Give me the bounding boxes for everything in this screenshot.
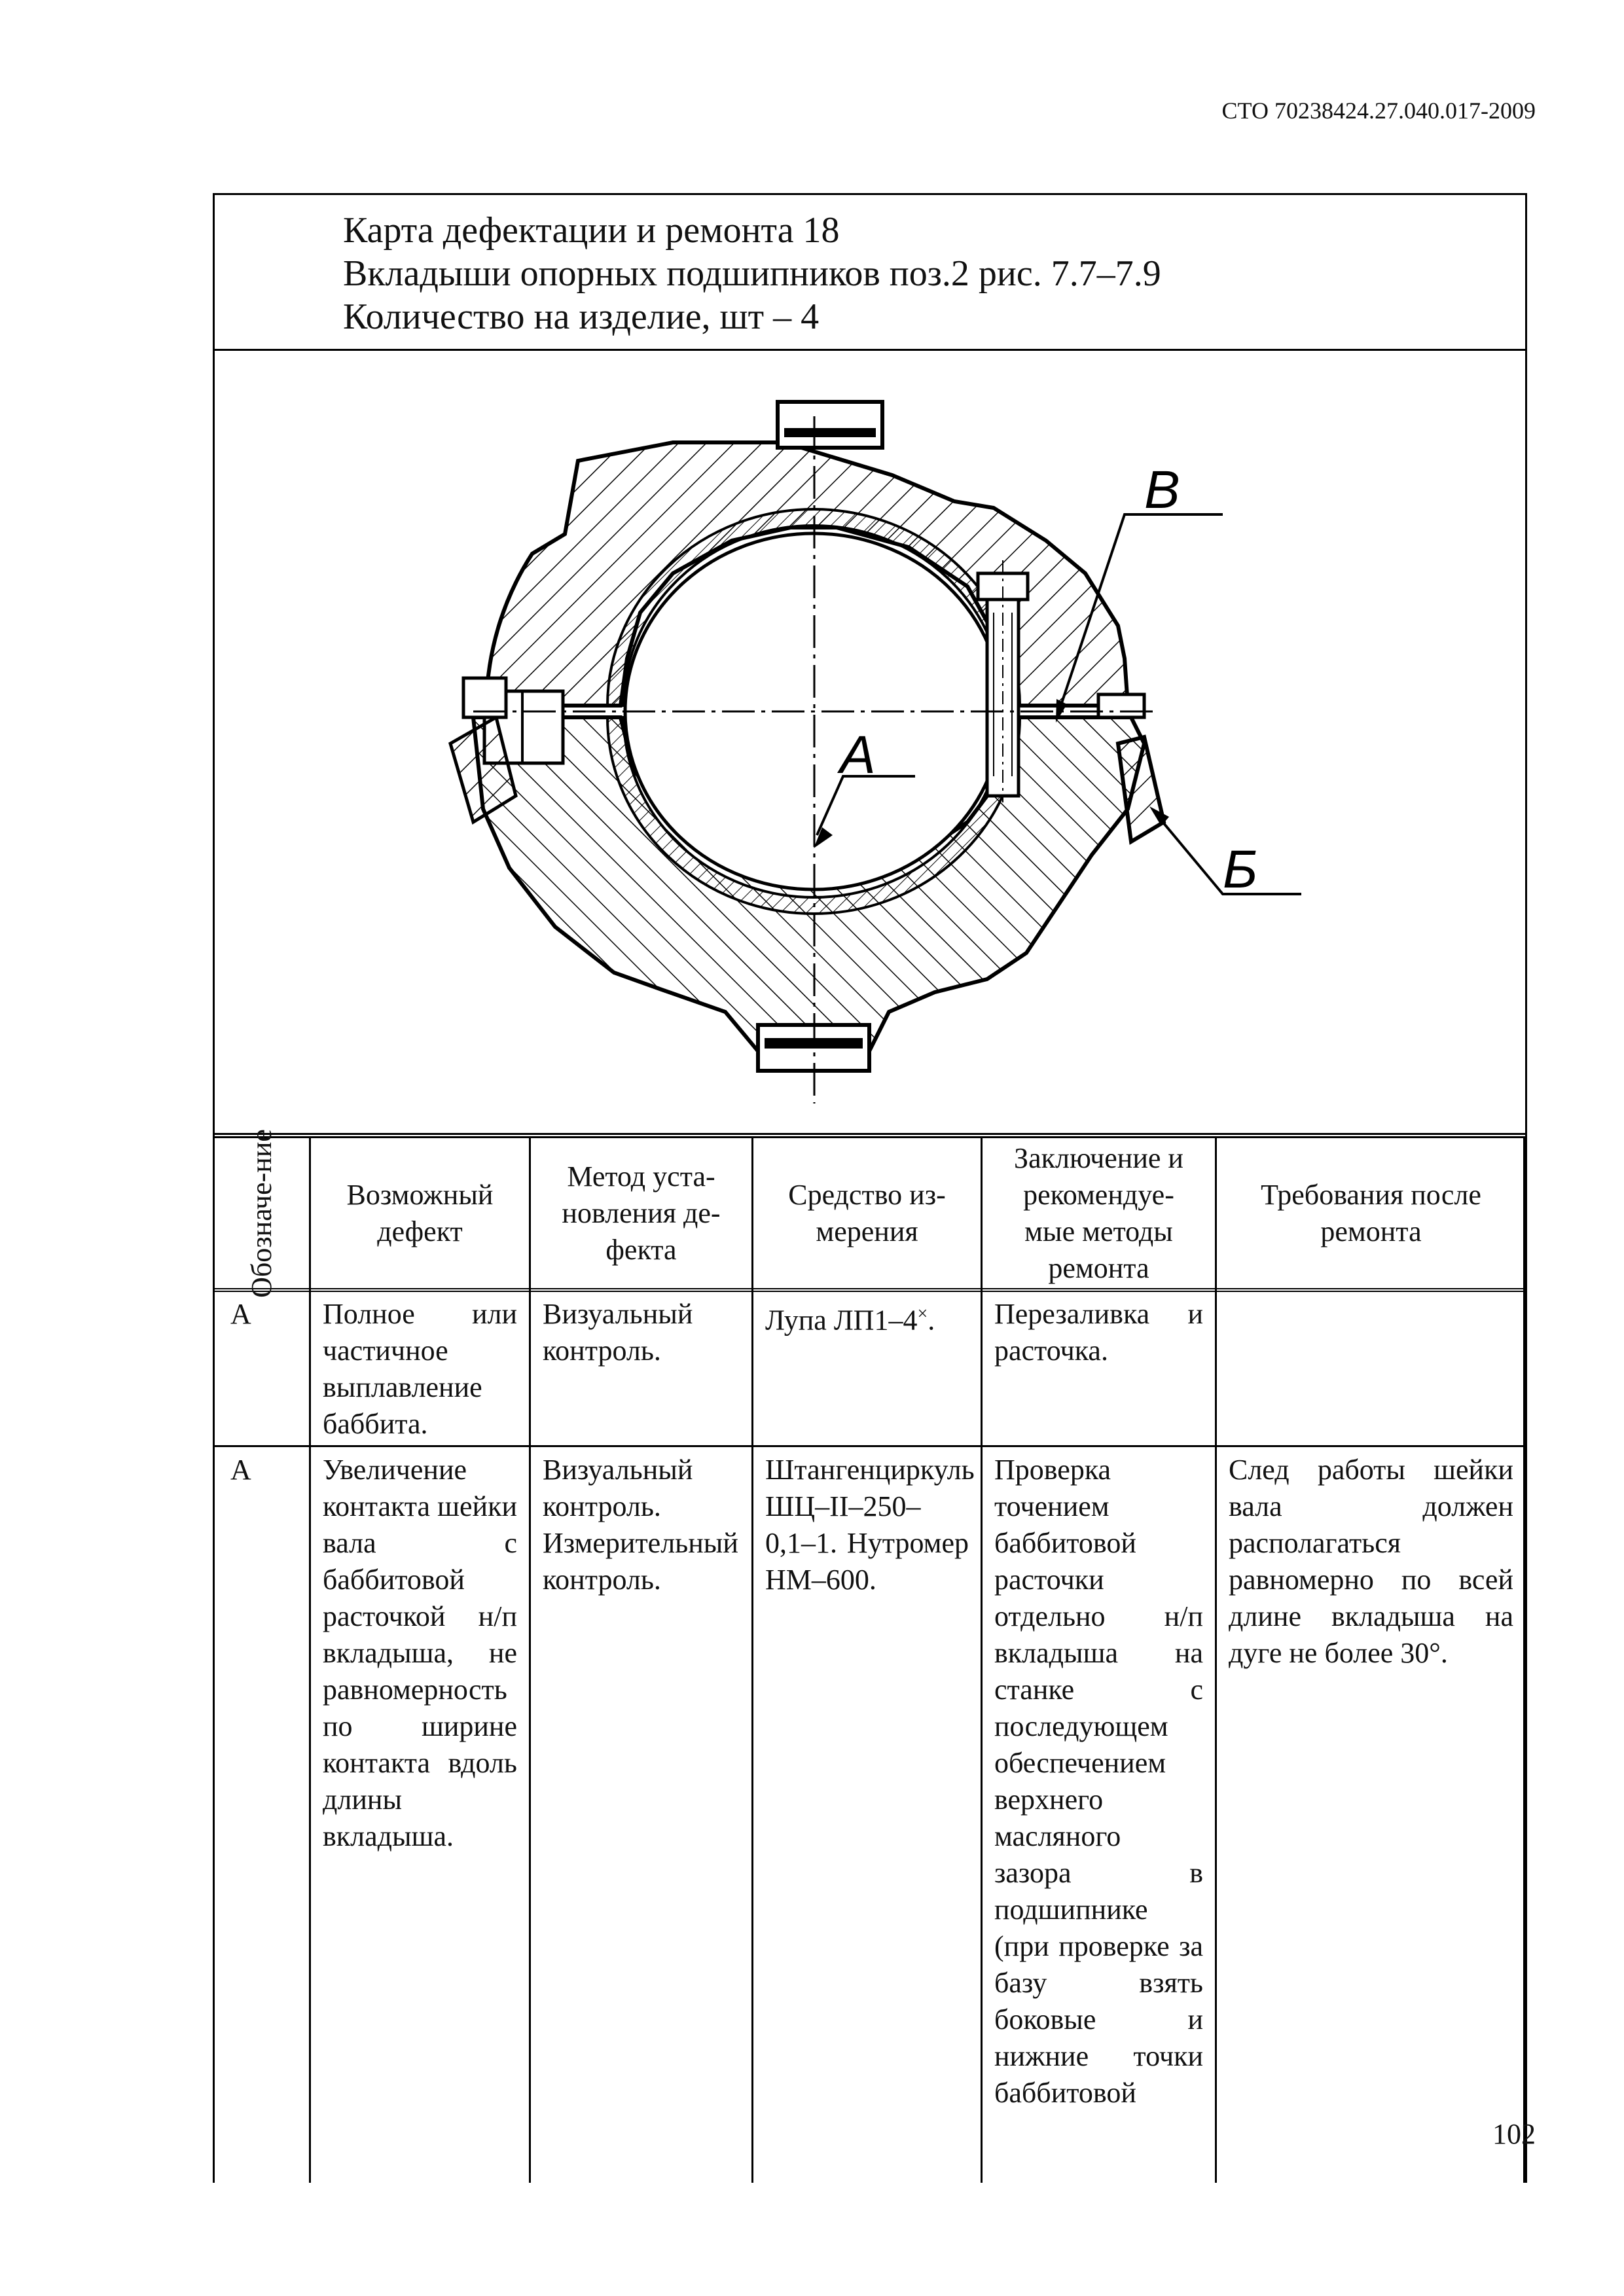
bearing-section-svg [215,351,1525,1133]
cell-tool: Штангенциркуль ШЦ–II–250–0,1–1. Нутромер НМ–600. [765,1454,975,1596]
header-requirements: Требования после ремонта [1261,1178,1481,1247]
right-shim [1118,737,1164,842]
header-method: Метод уста- новления де- фекта [562,1160,721,1266]
defect-card-frame [213,193,1527,2183]
top-key-band [784,428,876,437]
callout-b [1149,806,1301,899]
label-v: В [1144,460,1180,520]
top-key [778,402,882,448]
cell-defect: Увеличение контакта шейки вала с баббитовой расточкой н/п вкладыша, не равномерность по ширине контакта вдоль длины вкладыша. [323,1454,517,1852]
cell-method: Визуальный контроль. [543,1298,693,1367]
cell-conclusion: Перезаливка и расточка. [994,1298,1203,1367]
card-header [215,195,1525,351]
label-b: Б [1223,840,1258,899]
page-number: 102 [1492,2118,1536,2150]
row-divider [215,1445,1525,1447]
cell-requirements [1217,1295,1525,1297]
cell-conclusion: Проверка точением баббитовой расточки отдельно н/п вкладыша на станке с последующем обеспечением верхнего масляного зазора в подшипнике (при проверке за базу взять боковые и нижние точки баббитовой [994,1454,1203,2109]
card-quantity: Количество на изделие, шт – 4 [343,296,820,337]
cell-designation: А [230,1454,251,1486]
card-subject: Вкладыши опорных подшипников поз.2 рис. 7.7–7.9 [343,253,1161,294]
cell-defect: Полное или частичное выплавление баббита. [323,1298,517,1440]
table-header-row [215,1128,1525,1298]
header-designation: Обозначе-ние [245,1128,278,1298]
right-split-pad [1098,694,1144,717]
header-tool: Средство из- мерения [788,1178,946,1247]
header-conclusion: Заключение и рекомендуе- мые методы ремонта [1014,1141,1183,1284]
label-a: А [840,725,876,785]
cell-designation: А [230,1298,251,1330]
bearing-drawing [215,351,1525,1133]
card-title: Карта дефектации и ремонта 18 [343,210,840,251]
cell-method: Визуальный контроль. Измерительный контроль. [543,1454,738,1596]
cell-tool: Лупа ЛП1–4×. [765,1304,935,1336]
figure-table-divider [215,1133,1525,1138]
header-defect: Возможный дефект [346,1178,494,1247]
cell-requirements: След работы шейки вала должен располагаться равномерно по всей длине вкладыша на дуге не более 30°. [1229,1454,1513,1669]
document-code: СТО 70238424.27.040.017-2009 [1221,98,1536,124]
